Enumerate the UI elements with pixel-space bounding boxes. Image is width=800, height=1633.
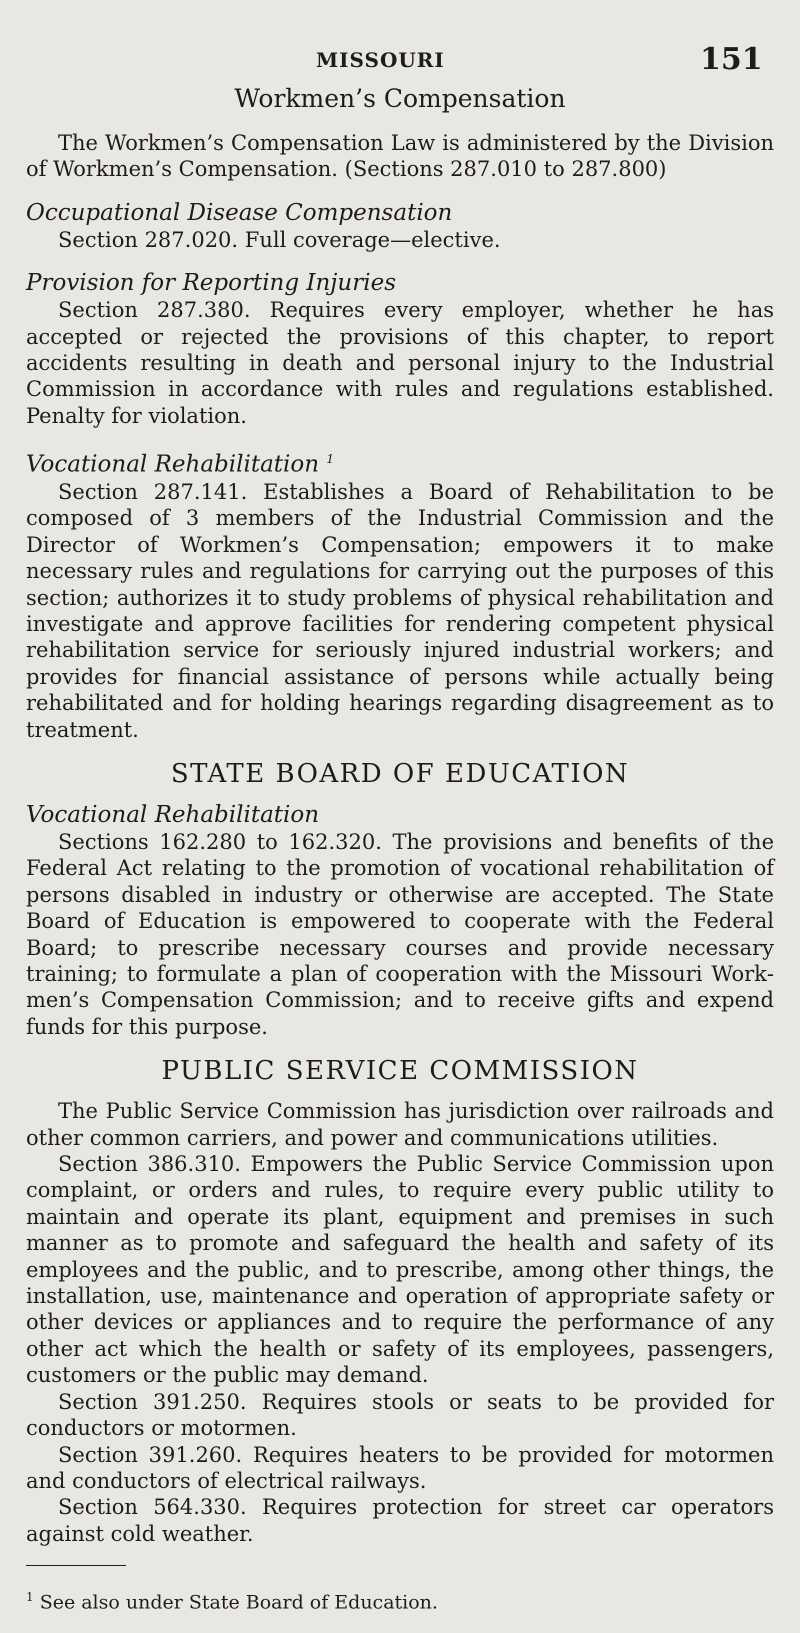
footnote bbox=[26, 1585, 774, 1614]
public-service-title: PUBLIC SERVICE COMMISSION bbox=[161, 1056, 639, 1087]
reporting-text: Section 287.380. Requires every employer, whether he has accepted or rejected the provisions of this chapter, to report accidents resulting in death and personal injury to the Industrial Commission in accordance with rules and regulations established. Penalty for violation. bbox=[26, 298, 774, 428]
vocational-heading bbox=[26, 445, 774, 479]
board-vocational-heading: Vocational Rehabilitation bbox=[26, 801, 320, 828]
public-service-section: Section 391.250. Requires stools or seats to be provided for conductors or motormen. bbox=[26, 1389, 774, 1441]
footnote-marker: 1 bbox=[26, 1590, 34, 1605]
board-education-title: STATE BOARD OF EDUCATION bbox=[170, 758, 630, 789]
public-service-section: Section 564.330. Requires protection for street car operators against cold weather. bbox=[26, 1495, 774, 1546]
footnote-ref: 1 bbox=[326, 452, 334, 467]
vocational-heading-text: Vocational Rehabilitation bbox=[26, 451, 320, 478]
public-service-intro: The Public Service Commission has jurisdiction over railroads and other common carriers, and power and communications utilities. bbox=[26, 1099, 774, 1150]
reporting-heading: Provision for Reporting Injuries bbox=[26, 270, 397, 297]
chapter-title: Workmen’s Compensation bbox=[234, 84, 566, 113]
content-body bbox=[26, 130, 774, 1633]
intro-paragraph: The Workmen’s Compensation Law is administered by the Division of Workmen’s Compensation. (Sections 287.010 to 287.800) bbox=[26, 131, 774, 182]
running-head bbox=[0, 42, 800, 78]
vocational-text: Section 287.141. Establishes a Board of Rehabilitation to be composed of 3 members of the Industrial Commission and the Director of Workmen’s Compensation; empowers it to make necessary rules and regulations for carrying out the purposes of this section; authorizes it to study problems of physical rehabilitation and investigate and approve facilities for rendering competent physical rehabilitation service for seriously injured industrial workers; and provides for financial assistance of persons while actually being rehabilitated and for holding hearings regarding disagreement as to treatment. bbox=[26, 479, 774, 742]
board-vocational-text: Sections 162.280 to 162.320. The provisions and benefits of the Federal Act relating to the promotion of vocational rehabilitation of persons disabled in industry or otherwise are accepted. The State Board of Education is empowered to cooperate with the Federal Board; to prescribe necessary courses and provide necessary training; to formulate a plan of cooperation with the Missouri Workmen’s Compensation Commission; and to receive gifts and expend funds for this purpose. bbox=[26, 829, 774, 1039]
public-service-section: Section 391.260. Requires heaters to be provided for motormen and conductors of electrical railways. bbox=[26, 1442, 774, 1493]
footnote-rule bbox=[26, 1565, 126, 1566]
occupational-heading: Occupational Disease Compensation bbox=[26, 199, 453, 226]
footnote-text: See also under State Board of Education. bbox=[39, 1591, 438, 1614]
occupational-text: Section 287.020. Full coverage—elective. bbox=[58, 227, 501, 252]
public-service-section: Section 386.310. Empowers the Public Service Commission upon complaint, or orders and rules, to require every public utility to maintain and operate its plant, equipment and premises in such manner as to promote and safeguard the health and safety of its employees and the public, and to prescribe, among other things, the installation, use, maintenance and operation of appropriate safety or other devices or appliances and to require the performance of any other act which the health or safety of its employees, passengers, customers or the public may demand. bbox=[26, 1152, 774, 1388]
page-number: 151 bbox=[700, 42, 763, 77]
running-title: MISSOURI bbox=[316, 48, 445, 72]
